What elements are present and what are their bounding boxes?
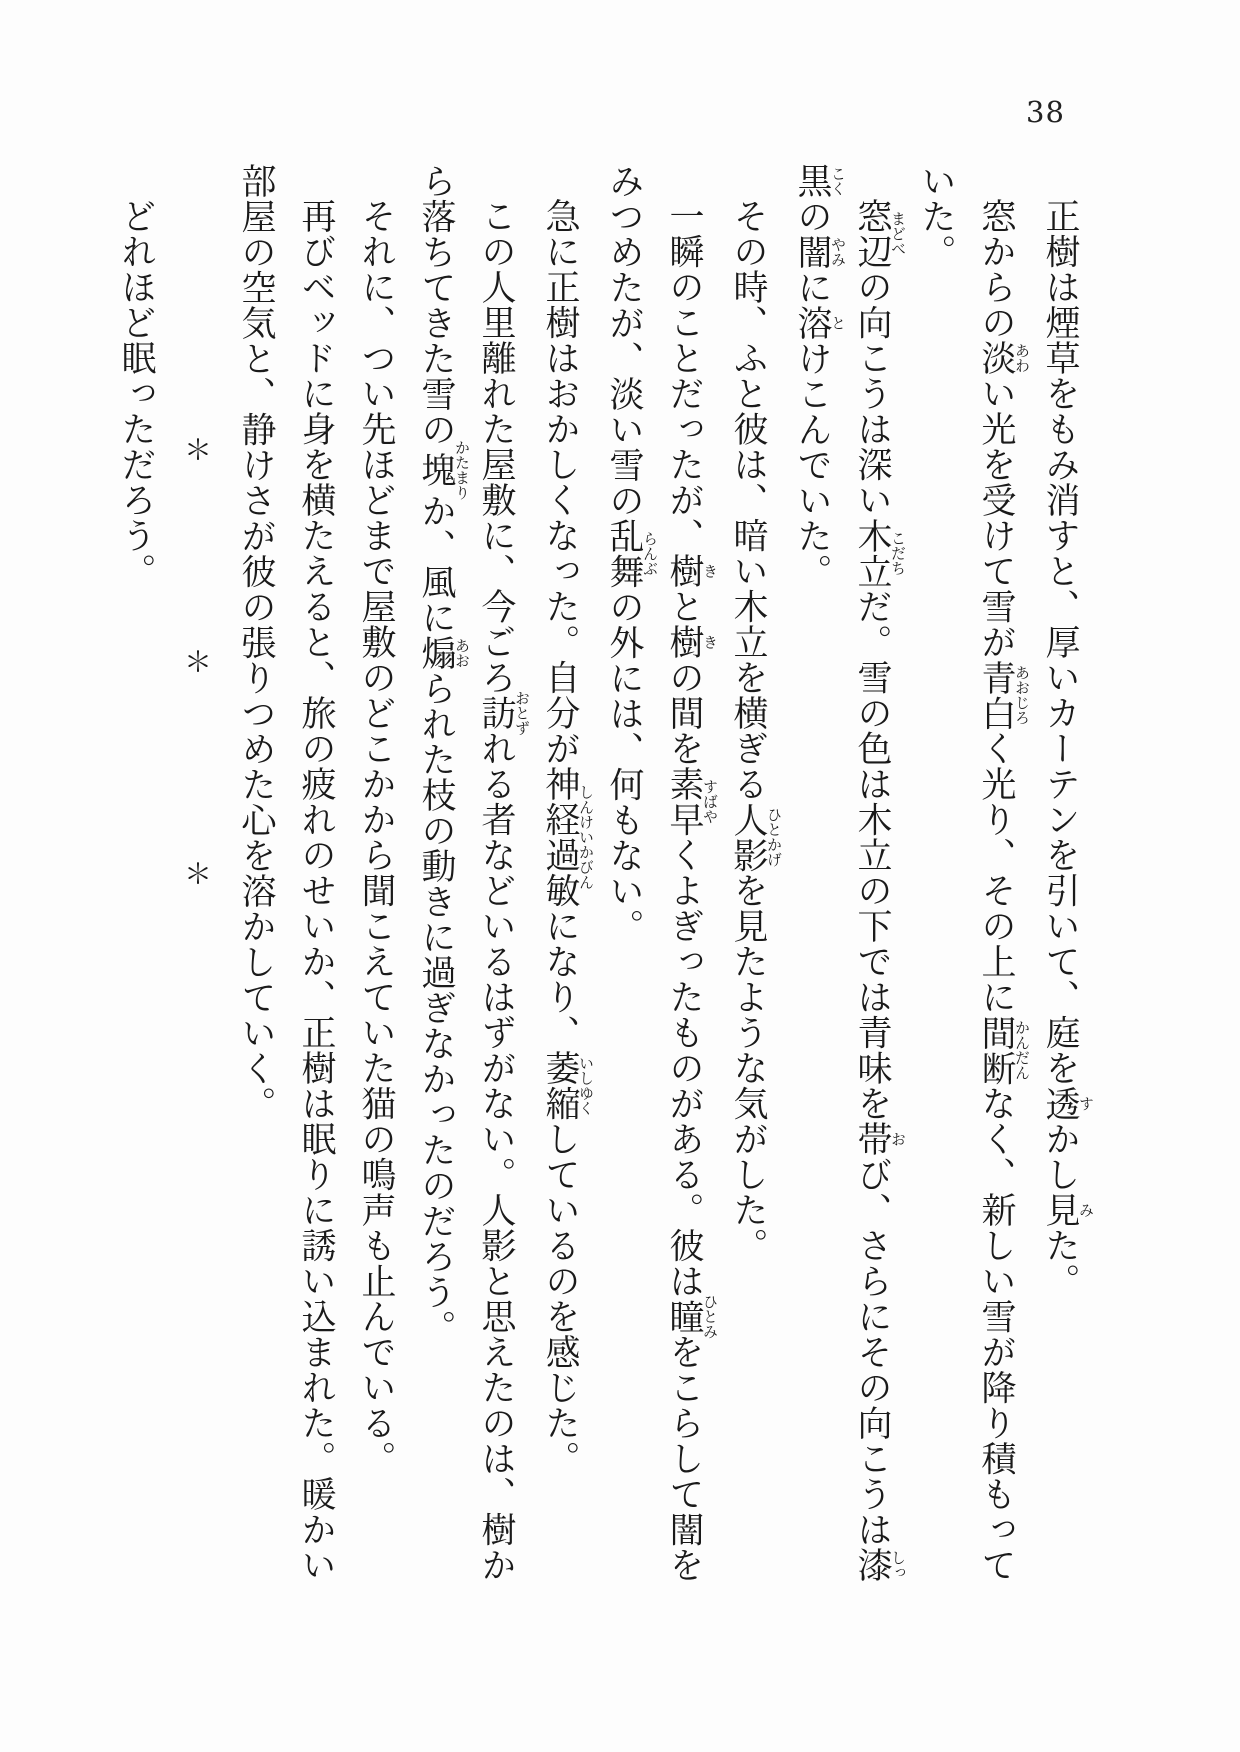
ruby-annotated-word: 塊かたまり bbox=[416, 440, 471, 500]
paragraph: それに、つい先ほどまで屋敷のどこかから聞こえていた猫の鳴声も止んでいる。 bbox=[356, 198, 396, 1476]
ruby-annotated-word: 帯お bbox=[852, 1121, 907, 1157]
ruby-annotated-word: 素早すばや bbox=[664, 766, 719, 837]
ruby-annotated-word: 人影ひとかげ bbox=[728, 801, 783, 873]
ruby-annotated-word: 闇やみ bbox=[792, 234, 847, 270]
ruby-annotated-word: 瞳ひとみ bbox=[664, 1293, 719, 1339]
ruby-annotated-word: 漆しっ bbox=[852, 1547, 907, 1583]
ruby-annotated-word: 青白あおじろ bbox=[976, 659, 1031, 731]
ruby-annotated-word: 煽あお bbox=[416, 635, 471, 671]
paragraph: 再びベッドに身を横たえると、旅の疲れのせいか、正樹は眠りに誘い込まれた。暖かい部屋の空気と、静けさが彼の張りつめた心を溶かしていく。 bbox=[236, 163, 336, 1583]
page-number: 38 bbox=[1026, 95, 1065, 129]
ruby-annotated-word: 黒こく bbox=[792, 163, 847, 199]
paragraph: その時、ふと彼は、暗い木立を横ぎる人影ひとかげを見たような気がした。 bbox=[728, 198, 783, 1263]
ruby-annotated-word: 見み bbox=[1040, 1192, 1095, 1228]
ruby-annotated-word: 樹き bbox=[664, 553, 719, 589]
paragraph: 急に正樹はおかしくなった。自分が神経過敏しんけいかびんになり、萎縮いしゆくしているのを感じた。 bbox=[540, 198, 595, 1476]
ruby-annotated-word: 間断かんだん bbox=[976, 1014, 1031, 1086]
text-block bbox=[116, 163, 1095, 1605]
paragraph: 正樹は煙草をもみ消すと、厚いカーテンを引いて、庭を透すかし見みた。 bbox=[1040, 198, 1095, 1299]
ruby-annotated-word: 透す bbox=[1040, 1085, 1095, 1121]
ruby-annotated-word: 溶と bbox=[792, 305, 847, 341]
ruby-annotated-word: 木立こだち bbox=[852, 517, 907, 589]
paragraph: この人里離れた屋敷に、今ごろ訪おとずれる者などいるはずがない。人影と思えたのは、樹から落ちてきた雪の塊かたまりか、風に煽あおられた枝の動きに過ぎなかったのだろう。 bbox=[416, 163, 531, 1583]
ruby-annotated-word: 窓辺まどべ bbox=[852, 198, 907, 269]
paragraph: どれほど眠っただろう。 bbox=[116, 198, 156, 589]
paragraph: 窓辺まどべの向こうは深い木立こだちだ。雪の色は木立の下では青味を帯おび、さらにその向こうは漆しっ黒こくの闇やみに溶とけこんでいた。 bbox=[792, 163, 907, 1583]
section-separator: ＊＊＊ bbox=[180, 435, 213, 1071]
ruby-annotated-word: 樹き bbox=[664, 624, 719, 660]
ruby-annotated-word: 淡あわ bbox=[976, 340, 1031, 376]
paragraph: 一瞬のことだったが、樹きと樹きの間を素早すばやくよぎったものがある。彼は瞳ひとみをこらして闇をみつめたが、淡い雪の乱舞らんぶの外には、何もない。 bbox=[604, 163, 719, 1583]
paragraph: 窓からの淡あわい光を受けて雪が青白あおじろく光り、その上に間断かんだんなく、新しい雪が降り積もっていた。 bbox=[916, 163, 1031, 1583]
ruby-annotated-word: 訪おとず bbox=[476, 690, 531, 736]
ruby-annotated-word: 萎縮いしゆく bbox=[540, 1050, 595, 1121]
ruby-annotated-word: 乱舞らんぶ bbox=[604, 518, 659, 589]
ruby-annotated-word: 神経過敏しんけいかびん bbox=[540, 766, 595, 908]
